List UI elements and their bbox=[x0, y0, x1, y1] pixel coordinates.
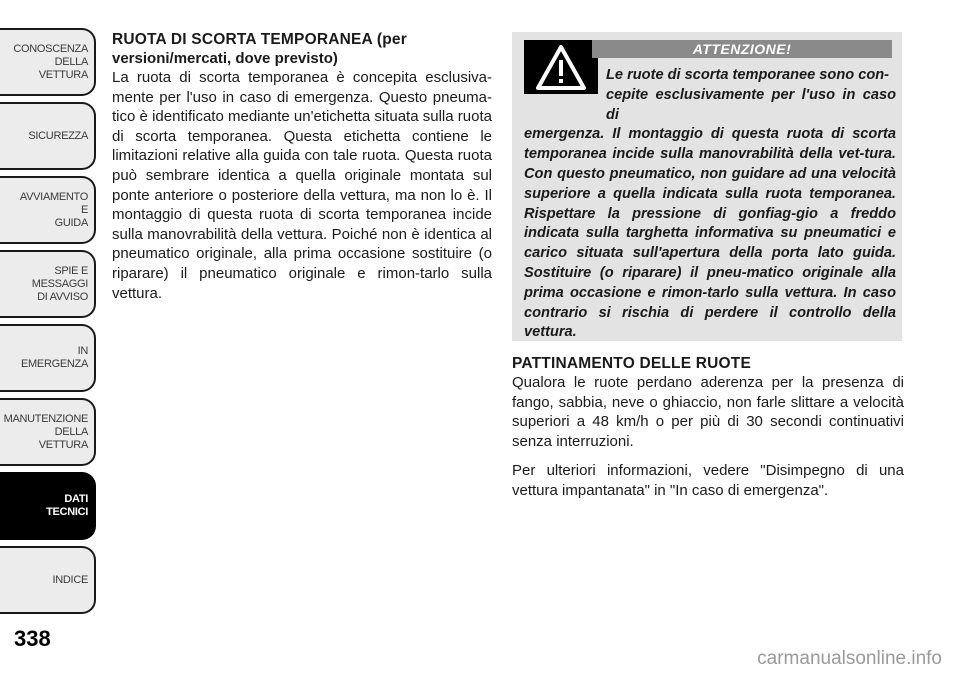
tab-manutenzione[interactable] bbox=[0, 398, 96, 466]
page-number: 338 bbox=[14, 626, 51, 651]
watermark: carmanualsonline.info bbox=[757, 648, 942, 669]
section-subheading: versioni/mercati, dove previsto) bbox=[112, 50, 338, 67]
tab-conoscenza[interactable] bbox=[0, 28, 96, 96]
warning-title: ATTENZIONE! bbox=[592, 40, 892, 58]
tab-label: DATI TECNICI bbox=[46, 493, 88, 518]
tab-label: SPIE E MESSAGGI DI AVVISO bbox=[31, 264, 88, 303]
tab-label: MANUTENZIONE DELLA VETTURA bbox=[3, 412, 88, 451]
tab-label: SICUREZZA bbox=[28, 129, 88, 142]
spare-wheel-section bbox=[112, 30, 492, 303]
tab-label: IN EMERGENZA bbox=[21, 345, 88, 370]
tab-label: CONOSCENZA DELLA VETTURA bbox=[13, 42, 88, 81]
tab-avviamento[interactable] bbox=[0, 176, 96, 244]
tab-indice[interactable] bbox=[0, 546, 96, 614]
wheel-spin-section bbox=[512, 354, 904, 501]
section-heading: PATTINAMENTO DELLE RUOTE bbox=[512, 355, 752, 372]
warning-box bbox=[512, 32, 902, 341]
tab-sicurezza[interactable] bbox=[0, 102, 96, 170]
tab-label: INDICE bbox=[52, 573, 88, 586]
warning-body: emergenza. Il montaggio di questa ruota di scorta temporanea incide sulla manovrabilità della vet-tura. Con questo pneumatico, non guidare ad una velocità superiore a quella indicata sulla ruota temporanea. Rispettare la pressione di gonfiag-gio a freddo indicata sulla targhetta informativa su pneumatici e carico situata sull'apertura della porta lato guida. Sostituire (o riparare) il pneu-matico originale alla prima occasione e rimon-tarlo sulla vettura. In caso contrario si rischia di perdere il controllo della vettura. bbox=[524, 126, 896, 341]
tab-emergenza[interactable] bbox=[0, 324, 96, 392]
tab-label: AVVIAMENTO E GUIDA bbox=[19, 190, 88, 229]
warning-line-2: cepite esclusivamente per l'uso in caso di bbox=[606, 86, 896, 123]
section-heading: RUOTA DI SCORTA TEMPORANEA (per bbox=[112, 31, 407, 48]
warning-line-1: Le ruote di scorta temporanee sono con- bbox=[606, 67, 890, 83]
tab-dati-tecnici[interactable] bbox=[0, 472, 96, 540]
paragraph: Qualora le ruote perdano aderenza per la presenza di fango, sabbia, neve o ghiaccio, non farle slittare a velocità superiori a 48 km/h o per più di 30 secondi continuativi senza interruzioni. bbox=[512, 374, 904, 450]
tab-spie[interactable] bbox=[0, 250, 96, 318]
paragraph: Per ulteriori informazioni, vedere "Disimpegno di una vettura impantanata" in "In caso di emergenza". bbox=[512, 462, 904, 499]
warning-text bbox=[524, 66, 896, 343]
section-body: La ruota di scorta temporanea è concepita esclusiva-mente per l'uso in caso di emergenza. Questo pneuma-tico è identificato mediante un'etichetta situata sulla ruota di scorta temporanea. Questa etichetta contiene le limitazioni relative alla guida con tale ruota. Questa ruota può sembrare identica a quella originale montata sul ponte anteriore o posteriore della vettura, ma non lo è. Il montaggio di questa ruota di scorta temporanea incide sulla manovrabilità della vettura. Poiché non è identica al pneumatico originale, alla prima occasione sostituire (o riparare) il pneumatico originale e rimon-tarlo sulla vettura. bbox=[112, 69, 492, 302]
